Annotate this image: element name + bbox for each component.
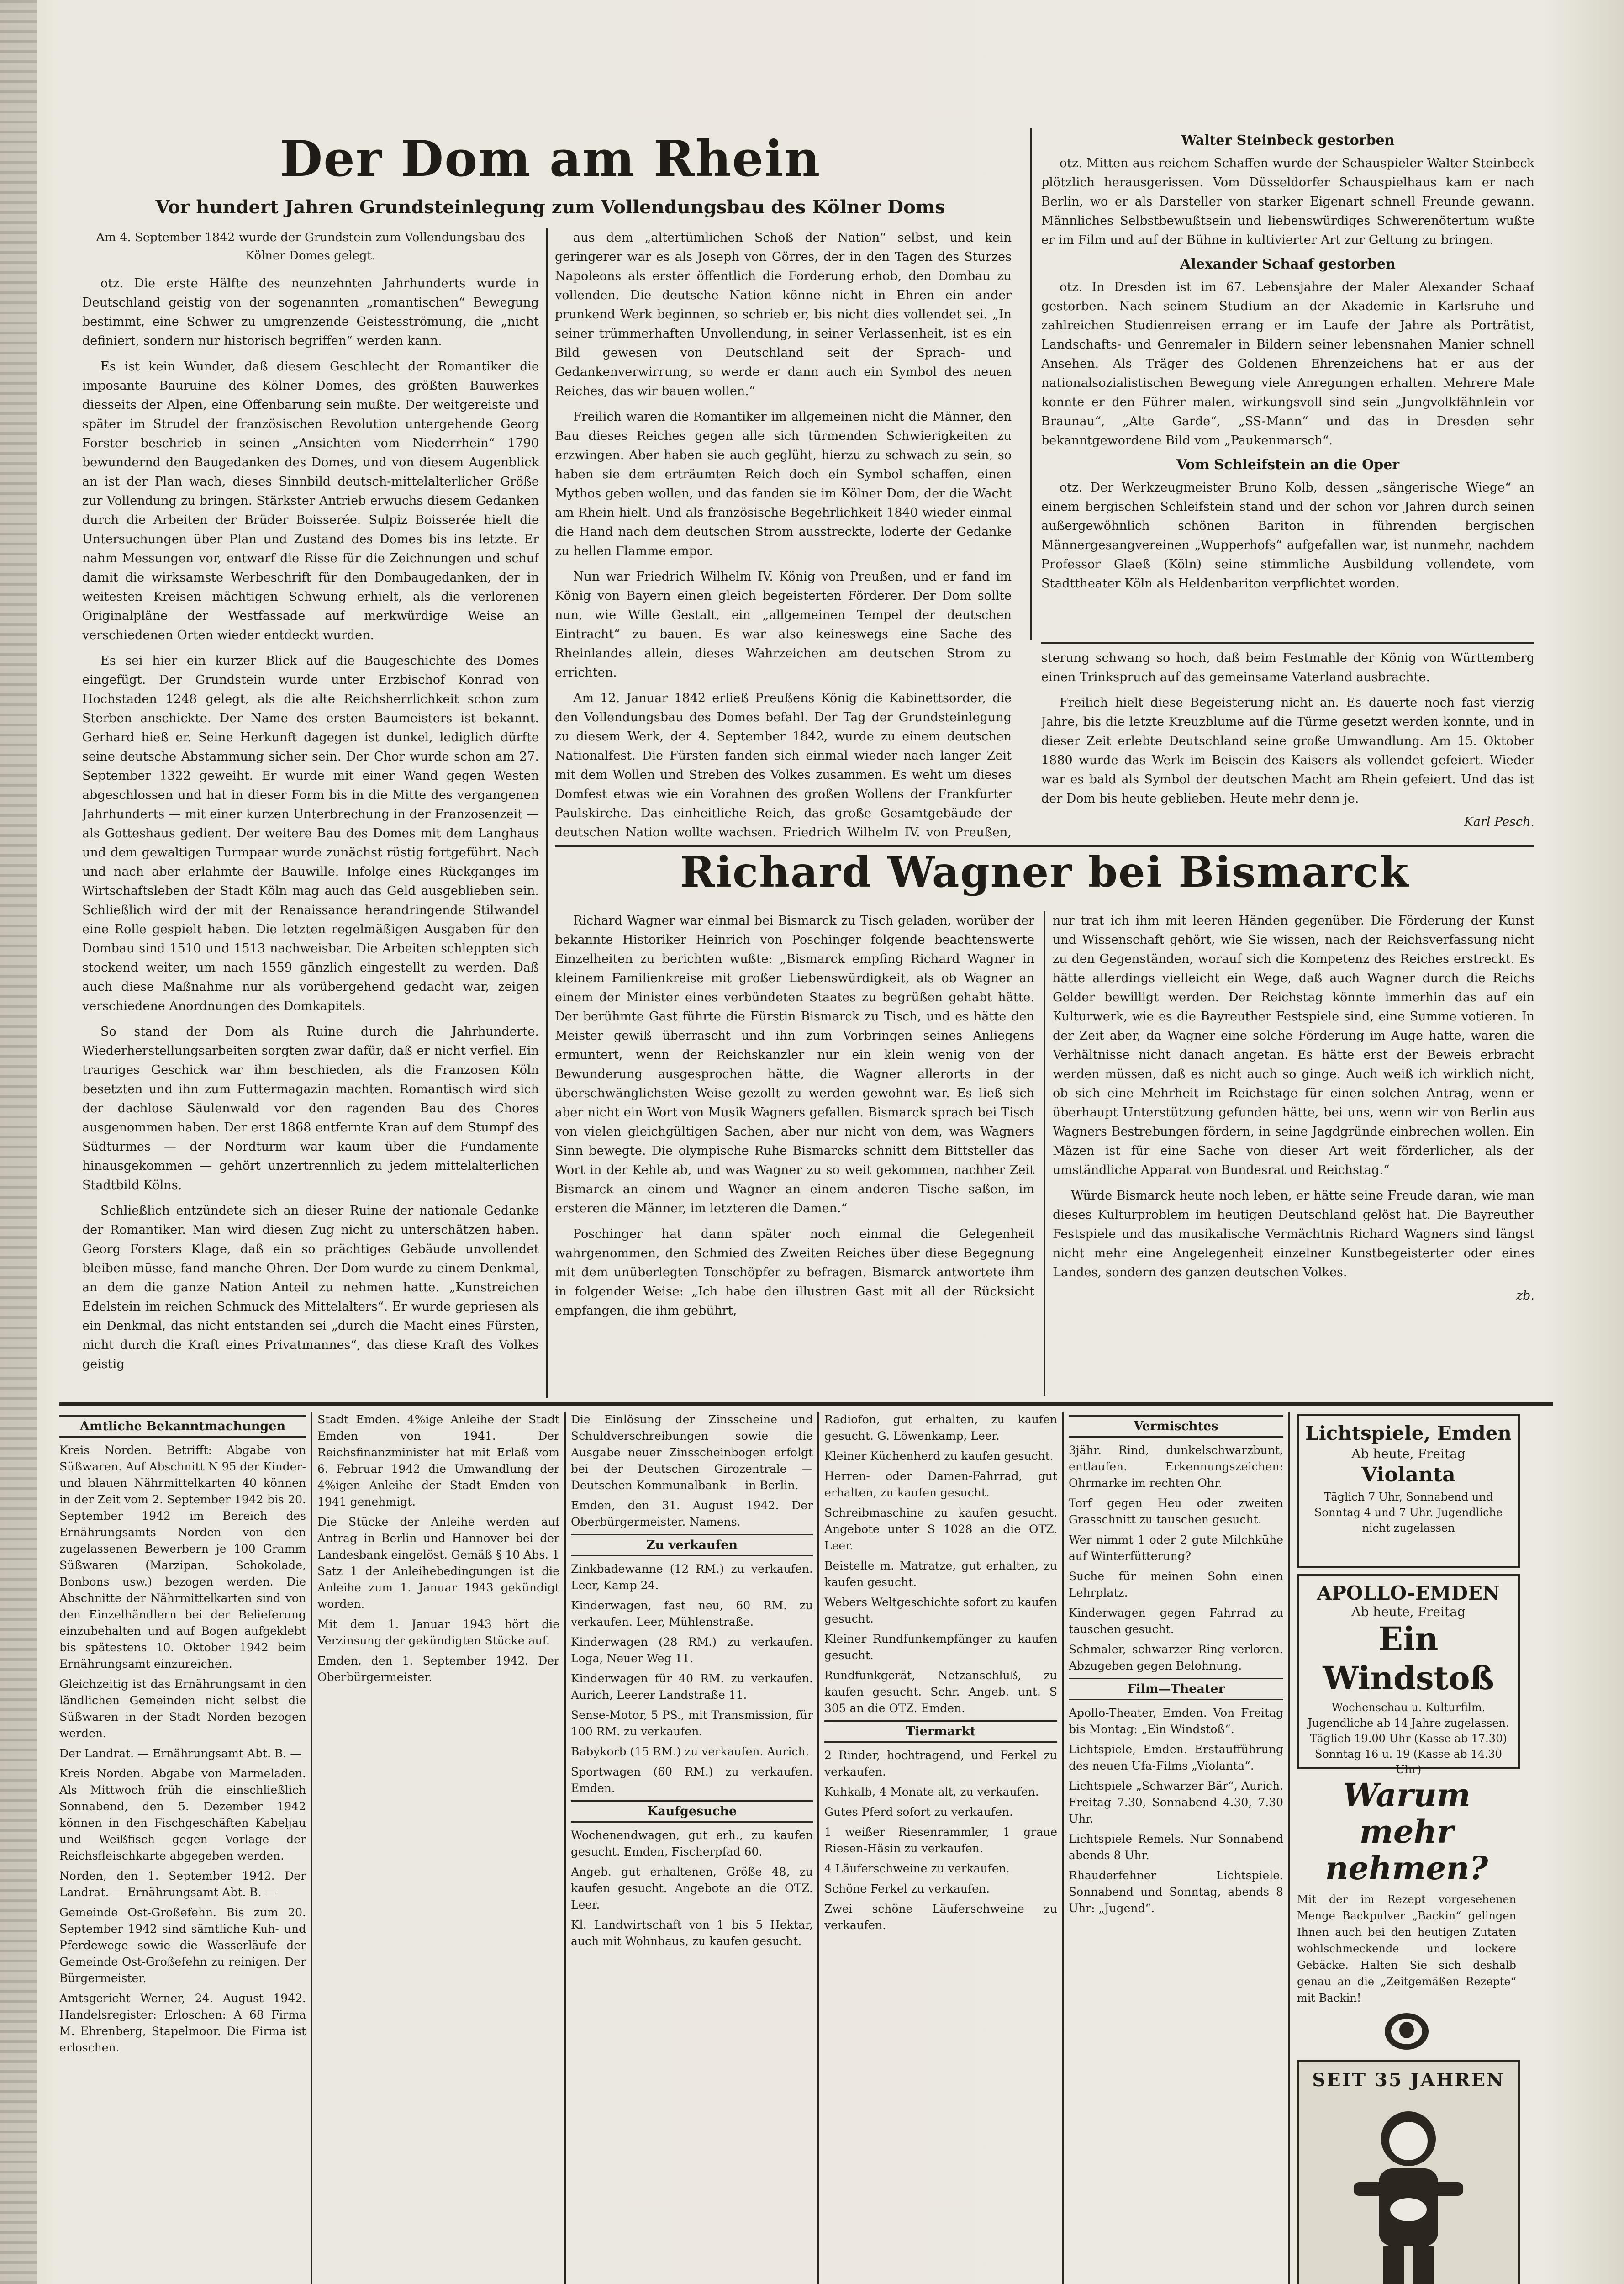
oetker-body: Mit der im Rezept vorgesehenen Menge Backpulver „Backin“ gelingen Ihnen auch bei den heutigen Zutaten wohlschmeckende und lockere Gebäcke. Halten Sie sich deshalb genau an die „Zeitgemäßen Rezepte“ mit Backin! bbox=[1297, 1893, 1516, 2004]
classified-entry: Wer nimmt 1 oder 2 gute Milchkühe auf Winterfütterung? bbox=[1069, 1533, 1283, 1563]
classified-entry: Mit dem 1. Januar 1943 hört die Verzinsung der gekündigten Stücke auf. bbox=[317, 1618, 559, 1647]
ad-film-title: Violanta bbox=[1361, 1463, 1455, 1486]
classified-column-2 bbox=[317, 1412, 559, 2284]
classified-entry: Suche für meinen Sohn einen Lehrplatz. bbox=[1069, 1570, 1283, 1599]
classified-entry: Beistelle m. Matratze, gut erhalten, zu kaufen gesucht. bbox=[824, 1559, 1057, 1589]
classified-entry: Zwei schöne Läuferschweine zu verkaufen. bbox=[824, 1902, 1057, 1932]
dom-headline: Der Dom am Rhein bbox=[279, 130, 821, 188]
schleifstein-headline: Vom Schleifstein an die Oper bbox=[1176, 457, 1400, 473]
dom-cont-paragraph: Freilich hielt diese Begeisterung nicht an. Es dauerte noch fast vierzig Jahre, bis die letzte Kreuzblume auf die Türme gesetzt werden konnte, und in dieser Zeit erlebte Deutschland seine große Umwandlung. Am 15. Oktober 1880 wurde das Werk im Beisein des Kaisers als vollendet gefeiert. Wieder war es bald als Symbol der deutschen Macht am Rhein gefeiert. Und das ist der Dom bis heute geblieben. Heute mehr denn je. bbox=[1041, 696, 1534, 806]
classified-entry: Babykorb (15 RM.) zu verkaufen. Aurich. bbox=[571, 1745, 809, 1758]
classified-entry: Emden, den 31. August 1942. Der Oberbürgermeister. Namens. bbox=[571, 1499, 813, 1528]
classified-entry: Lichtspiele, Emden. Erstaufführung des neuen Ufa-Films „Violanta“. bbox=[1069, 1743, 1283, 1772]
steinbeck-headline: Walter Steinbeck gestorben bbox=[1181, 132, 1395, 148]
classified-entry: Sense-Motor, 5 PS., mit Transmission, für 100 RM. zu verkaufen. bbox=[571, 1708, 813, 1738]
dom-continuation bbox=[1041, 649, 1534, 841]
column-rule bbox=[1288, 1412, 1290, 2284]
classified-entry: Kinderwagen für 40 RM. zu verkaufen. Aurich, Leerer Landstraße 11. bbox=[571, 1672, 813, 1702]
classified-entry: Amtsgericht Werner, 24. August 1942. Handelsregister: Erloschen: A 68 Firma M. Ehrenberg, Stapelmoor. Die Firma ist erloschen. bbox=[59, 1992, 306, 2054]
classified-column-1 bbox=[59, 1412, 306, 2284]
steinbeck-text: otz. Mitten aus reichem Schaffen wurde der Schauspieler Walter Steinbeck plötzlich herausgerissen. Vom Düsseldorfer Schauspielhaus kam er nach Berlin, wo er als Darsteller von starker Eigenart schnell Freunde gewann. Männliches Selbstbewußtsein und liebenswürdiges Schwerenötertum wußte er im Film und auf der Bühne in kultivierter Art zur Geltung zu bringen. bbox=[1041, 156, 1534, 247]
classified-entry: Torf gegen Heu oder zweiten Grasschnitt zu tauschen gesucht. bbox=[1069, 1496, 1283, 1526]
dom-subheadline: Vor hundert Jahren Grundsteinlegung zum Vollendungsbau des Kölner Doms bbox=[155, 196, 945, 218]
wagner-signature: zb. bbox=[1516, 1289, 1534, 1303]
dom-paragraph: Nun war Friedrich Wilhelm IV. König von Preußen, und er fand im König von Bayern einen gleich begeisterten Förderer. Der Dom sollte nun, wie Wille Gestalt, ein „allgemeinen Tempel der deutschen Eintracht“ zu bauen. Es war also keineswegs eine Sache des Rheinlandes allein, dieses Wahrzeichen am deutschen Strom zu errichten. bbox=[555, 570, 1012, 680]
author-signature: Karl Pesch. bbox=[1464, 815, 1534, 829]
ad-apollo-emden bbox=[1297, 1574, 1520, 1776]
wagner-paragraph: Würde Bismarck heute noch leben, er hätte seine Freude daran, wie man dieses Kulturproblem im heutigen Deutschland gelöst hat. Die Bayreuther Festspiele und das musikalische Vermächtnis Richard Wagners sind längst nicht mehr eine Angelegenheit einzelner Kunstbegeisterter oder eines Landes, sondern des ganzen deutschen Volkes. bbox=[1053, 1189, 1534, 1279]
classified-entry: Kreis Norden. Abgabe von Marmeladen. Als Mittwoch früh die einschließlich Sonnabend, den 5. Dezember 1942 können in den Fischgeschäften Kabeljau und Weißfisch gegen Vorlage der Reichsfleischkarte abgegeben werden. bbox=[59, 1767, 306, 1862]
classified-entry: Gutes Pferd sofort zu verkaufen. bbox=[824, 1805, 1013, 1819]
wagner-paragraph: nur trat ich ihm mit leeren Händen gegenüber. Die Förderung der Kunst und Wissenschaft gehört, wie Sie wissen, nach der Reichsverfassung nicht zu den Gegenständen, worauf sich die Kompetenz des Reiches erstreckt. Es hätte allerdings vielleicht ein Wege, daß auch Wagner durch die Reichs Gelder bewilligt werden. Der Reichstag könnte immerhin das auf ein Kulturwerk, wie es die Bayreuther Festspiele sind, eine Summe votieren. In der Zeit aber, da Wagner eine solche Förderung im Auge hatte, waren die Verhältnisse nicht danach angetan. Es hätte erst der Beweis erbracht werden müssen, daß es nicht auch so ginge. Auch weiß ich wirklich nicht, ob sich eine Mehrheit im Reichstage für einen solchen Antrag, wenn er überhaupt Unterstützung gefunden hätte, bei uns, wenn wir von Berlin aus Wagners Bestrebungen fördern, in seine Jagdgründe einbrechen wollen. Ein Mäzen ist für eine Sache von dieser Art weit förderlicher, als der umständliche Apparat von Bundesrat und Reichstag.“ bbox=[1053, 914, 1534, 1177]
column-rule bbox=[564, 1412, 566, 2284]
classified-entry: Die Einlösung der Zinsscheine und Schuldverschreibungen sowie die Ausgabe neuer Zinsscheinbogen erfolgt bei der Deutschen Girozentrale — Deutschen Kommunalbank — in Berlin. bbox=[571, 1413, 813, 1492]
classified-entry: Stadt Emden. 4%ige Anleihe der Stadt Emden von 1941. Der Reichsfinanzminister hat mit Erlaß vom 6. Februar 1942 die Umwandlung der 4%igen Anleihe der Stadt Emden von 1941 genehmigt. bbox=[317, 1413, 559, 1508]
boy-figure-icon bbox=[1340, 2095, 1477, 2284]
classified-entry: Emden, den 1. September 1942. Der Oberbürgermeister. bbox=[317, 1654, 559, 1684]
dom-paragraph: So stand der Dom als Ruine durch die Jahrhunderte. Wiederherstellungsarbeiten sorgten zwar dafür, daß er nicht verfiel. Ein trauriges Geschick war ihm beschieden, als die Franzosen Köln besetzten und ihn zum Futtermagazin machten. Romantisch wird sich der dachlose Säulenwald vor den ragenden Bau des Chores ausgenommen haben. Der erst 1868 entfernte Kran auf dem Stumpf des Südturmes — der Nordturm war kaum über die Fundamente hinausgekommen — gehört unzertrennlich zu jedem mittelalterlichen Stadtbild Kölns. bbox=[82, 1025, 539, 1192]
column-rule bbox=[546, 228, 548, 1398]
oetker-logo-icon bbox=[1381, 2011, 1432, 2051]
classified-entry: Wochenendwagen, gut erh., zu kaufen gesucht. Emden, Fischerpfad 60. bbox=[571, 1829, 813, 1858]
dom-paragraph: Schließlich entzündete sich an dieser Ruine der nationale Gedanke der Romantiker. Man wird diesen Zug nicht zu unterschätzen haben. Georg Forsters Klage, daß ein so prächtiges Gebäude unvollendet bleiben müsse, fand manche Ohren. Der Dom wurde zu einem Denkmal, an dem die ganze Nation Anteil zu nehmen hatte. „Kunstreichen Edelstein im reichen Schmuck des Mittelalters“. Er wurde gepriesen als ein Denkmal, das nicht entstanden sei „durch die Macht eines Fürsten, nicht durch die Kraft eines Privatmannes“, das diese Kraft des Volkes geistig bbox=[82, 1204, 539, 1371]
dom-column-1 bbox=[82, 274, 539, 1393]
wagner-headline: Richard Wagner bei Bismarck bbox=[680, 847, 1410, 897]
ad-title: APOLLO-EMDEN bbox=[1317, 1582, 1500, 1604]
classified-entry: Schreibmaschine zu kaufen gesucht. Angebote unter S 1028 an die OTZ. Leer. bbox=[824, 1506, 1057, 1552]
classified-entry: 2 Rinder, hochtragend, und Ferkel zu verkaufen. bbox=[824, 1749, 1057, 1778]
ad-film-title: Ein Windstoß bbox=[1323, 1620, 1494, 1697]
classified-entry: Schmaler, schwarzer Ring verloren. Abzugeben gegen Belohnung. bbox=[1069, 1643, 1283, 1672]
ad-times: Wochenschau u. Kulturfilm. Jugendliche ab 14 Jahre zugelassen. Täglich 19.00 Uhr (Kasse ab 17.30) Sonntag 16 u. 19 (Kasse ab 14.30 Uhr) bbox=[1308, 1701, 1509, 1776]
oetker-headline-2: mehr nehmen? bbox=[1325, 1813, 1488, 1887]
classified-column-4 bbox=[824, 1412, 1057, 2284]
schaaf-text: otz. In Dresden ist im 67. Lebensjahre der Maler Alexander Schaaf gestorben. Nach seinem Studium an der Akademie in Karlsruhe und zahlreichen Studienreisen errang er im Laufe der Jahre als Porträtist, Landschafts- und Genremaler in Bildern seiner lebensnahen Manier schnell Ansehen. Als Träger des Goldenen Ehrenzeichens hat er aus der nationalsozialistischen Bewegung viele Anregungen erhalten. Mehrere Male konnte er den Führer malen, wirkungsvoll sind sein „Jungvolkfähnlein vor Braunau“, „Alte Garde“, „SS-Mann“ und das in Dresden sehr bekanntgewordene Bild vom „Paukenmarsch“. bbox=[1041, 280, 1534, 448]
column-rule bbox=[1030, 128, 1032, 640]
wagner-column-1 bbox=[555, 911, 1034, 1396]
section-rule bbox=[1041, 642, 1534, 644]
classified-entry: 3jähr. Rind, dunkelschwarzbunt, entlaufen. Erkennungszeichen: Ohrmarke im rechten Ohr. bbox=[1069, 1443, 1283, 1490]
classified-entry: Rundfunkgerät, Netzanschluß, zu kaufen gesucht. Schr. Angeb. unt. S 305 an die OTZ. Emden. bbox=[824, 1669, 1057, 1715]
classifieds-rule bbox=[59, 1402, 1553, 1406]
classified-entry: 4 Läuferschweine zu verkaufen. bbox=[824, 1862, 1010, 1875]
classified-column-5 bbox=[1069, 1412, 1283, 2284]
adjacent-page-edge bbox=[0, 0, 37, 2284]
wagner-paragraph: Richard Wagner war einmal bei Bismarck zu Tisch geladen, worüber der bekannte Historiker Heinrich von Poschinger folgende beachtenswerte Einzelheiten zu berichten wußte: „Bismarck empfing Richard Wagner in kleinem Familienkreise mit großer Liebenswürdigkeit, als ob Wagner an einem der Minister eines verbündeten Staates zu begrüßen gehabt hätte. Der berühmte Gast führte die Fürstin Bismarck zu Tisch, und es hätte den Meister gewiß überrascht und ihn zum Vorbringen seines Anliegens ermuntert, wenn der Reichskanzler nur ein klein wenig von der Bewunderung ausgesprochen hätte, die Wagner allerorts in der überschwänglichsten Weise gezollt zu werden gewohnt war. Es ließ sich aber nicht ein Wort von Musik Wagners gefallen. Bismarck sprach bei Tisch von vielen gleichgültigen Sachen, aber nur nicht von dem, was Wagners Sinn bewegte. Die olympische Ruhe Bismarcks schnitt dem Bittsteller das Wort in der Kehle ab, und was Wagner zu so weit gekommen, nachher Zeit Bismarck an einem und Wagner an einem anderen Tische saßen, im ersteren die Männer, im letzteren die Damen.“ bbox=[555, 914, 1034, 1216]
animal-market-header: Tiermarkt bbox=[824, 1720, 1057, 1743]
ad-subtitle: Ab heute, Freitag bbox=[1351, 1446, 1466, 1461]
column-rule bbox=[1044, 911, 1045, 1396]
classified-entry: Lichtspiele Remels. Nur Sonnabend abends 8 Uhr. bbox=[1069, 1832, 1283, 1862]
classified-entry: Kinderwagen gegen Fahrrad zu tauschen gesucht. bbox=[1069, 1606, 1283, 1636]
dom-paragraph: Freilich waren die Romantiker im allgemeinen nicht die Männer, den Bau dieses Reiches gegen alle sich türmenden Schwierigkeiten zu erzwingen. Aber haben sie auch geglüht, hierzu zu schwach zu sein, so haben sie dem erträumten Reich doch ein Symbol schaffen, einen Mythos geben wollen, und das fanden sie im Kölner Dom, der die Wacht am Rhein hielt. Und als französische Begehrlichkeit 1840 wieder einmal die Hand nach dem deutschen Strom ausstreckte, loderte der Gedanke zu hellen Flamme empor. bbox=[555, 410, 1012, 558]
classified-entry: Norden, den 1. September 1942. Der Landrat. — Ernährungsamt Abt. B. — bbox=[59, 1869, 306, 1899]
dom-cont-paragraph: sterung schwang so hoch, daß beim Festmahle der König von Württemberg einen Trinkspruch auf das gemeinsame Vaterland ausbrachte. bbox=[1041, 651, 1534, 684]
wagner-column-2 bbox=[1053, 911, 1534, 1396]
classified-entry: Die Stücke der Anleihe werden auf Antrag in Berlin und Hannover bei der Landesbank eingelöst. Gemäß § 10 Abs. 1 Satz 1 der Anleihebedingungen ist die Anleihe zum 1. Januar 1943 gekündigt worden. bbox=[317, 1515, 559, 1611]
classified-entry: Kuhkalb, 4 Monate alt, zu verkaufen. bbox=[824, 1785, 1039, 1798]
wagner-paragraph: Poschinger hat dann später noch einmal die Gelegenheit wahrgenommen, den Schmied des Zweiten Reiches über diese Begegnung mit dem unüberlegten Tonschöpfer zu befragen. Bismarck antwortete ihm in folgender Weise: „Ich habe den illustren Gast mit all der Rücksicht empfangen, die ihm gebührt, bbox=[555, 1227, 1034, 1318]
official-notices-header: Amtliche Bekanntmachungen bbox=[59, 1415, 306, 1438]
ad-oetker bbox=[1297, 1777, 1516, 2051]
column-rule bbox=[817, 1412, 819, 2284]
classified-entry: Lichtspiele „Schwarzer Bär“, Aurich. Freitag 7.30, Sonnabend 4.30, 7.30 Uhr. bbox=[1069, 1779, 1283, 1825]
miscellaneous-header: Vermischtes bbox=[1069, 1415, 1283, 1438]
column-rule bbox=[311, 1412, 312, 2284]
classified-entry: Radiofon, gut erhalten, zu kaufen gesucht. G. Löwenkamp, Leer. bbox=[824, 1413, 1057, 1443]
dom-paragraph: otz. Die erste Hälfte des neunzehnten Jahrhunderts wurde in Deutschland geistig von der sogenannten „romantischen“ Bewegung bestimmt, eine Schwer zu umgrenzende Geistesströmung, die „nicht definiert, sondern nur historisch begriffen“ werden kann. bbox=[82, 276, 539, 348]
classified-entry: Kreis Norden. Betrifft: Abgabe von Süßwaren. Auf Abschnitt N 95 der Kinder- und blauen Nährmittelkarten 40 können in der Zeit vom 2. September 1942 bis 20. September 1942 im Bereich des Ernährungsamts Norden von den zugelassenen Bewerbern je 100 Gramm Süßwaren (Marzipan, Schokolade, Bonbons usw.) bezogen werden. Die Abschnitte der Nährmittelkarten sind von den Einzelhändlern bei der Belieferung einzubehalten und auf Bogen aufgeklebt bis spätestens 10. Oktober 1942 beim Ernährungsamt einzureichen. bbox=[59, 1443, 306, 1671]
darmol-top: SEIT 35 JAHREN bbox=[1312, 2069, 1505, 2091]
classified-entry: Kinderwagen, fast neu, 60 RM. zu verkaufen. Leer, Mühlenstraße. bbox=[571, 1599, 813, 1628]
film-theater-header: Film—Theater bbox=[1069, 1678, 1283, 1700]
dom-paragraph: Es ist kein Wunder, daß diesem Geschlecht der Romantiker die imposante Bauruine des Kölner Domes, des größten Bauwerkes diesseits der Alpen, eine Offenbarung sein mußte. Der weitgereiste und später im Strudel der französischen Revolution untergehende Georg Forster beschrieb in seinen „Ansichten vom Niederrhein“ 1790 bewundernd den Baugedanken des Domes, und von diesem Augenblick an ist der Plan wach, dieses Sinnbild deutsch-mittelalterlicher Größe zur Vollendung zu bringen. Stärkster Antrieb erwuchs diesem Gedanken durch die Arbeiten der Brüder Boisserée. Sulpiz Boisserée hielt die Untersuchungen über Plan und Zustand des Domes bis ins letzte. Er nahm Messungen vor, entwarf die Risse für die Zeichnungen und schuf damit die wirksamste Werbeschrift für den Dombaugedanken, der in weitesten Kreisen mächtigen Schwung erhielt, als die verlorenen Originalpläne der Westfassade auf merkwürdige Weise an verschiedenen Orten wieder entdeckt wurden. bbox=[82, 360, 539, 642]
ad-title: Lichtspiele, Emden bbox=[1305, 1422, 1512, 1444]
ad-subtitle: Ab heute, Freitag bbox=[1351, 1604, 1466, 1619]
classified-entry: Angeb. gut erhaltenen, Größe 48, zu kaufen gesucht. Angebote an die OTZ. Leer. bbox=[571, 1865, 813, 1911]
dom-paragraph: aus dem „altertümlichen Schoß der Nation“ selbst, und kein geringerer war es als Joseph von Görres, der in den Tagen des Sturzes Napoleons als erster öffentlich die Forderung erhob, den Dombau zu vollenden. Die deutsche Nation könne nicht in Ehren ein ander prunkend Werk beginnen, so schrieb er, bis nicht dies vollendet sei. „In seiner trümmerhaften Unvollendung, in seiner Verlassenheit, ist es ein Bild gewesen von Deutschland seit der Sprach- und Gedankenverwirrung, so werde er dann auch ein Symbol des neuen Reiches, das wir bauen wollen.“ bbox=[555, 231, 1012, 398]
classified-entry: Kleiner Küchenherd zu kaufen gesucht. bbox=[824, 1449, 1054, 1463]
right-column-news bbox=[1041, 128, 1534, 640]
classified-entry: Zinkbadewanne (12 RM.) zu verkaufen. Leer, Kamp 24. bbox=[571, 1562, 813, 1592]
classified-entry: Gleichzeitig ist das Ernährungsamt in den ländlichen Gemeinden nicht selbst die Süßwaren in der Stadt Norden bezogen werden. bbox=[59, 1677, 306, 1740]
dom-paragraph: Es sei hier ein kurzer Blick auf die Baugeschichte des Domes eingefügt. Der Grundstein wurde unter Erzbischof Konrad von Hochstaden 1248 gelegt, als die alte Reichsherrlichkeit schon zum Sterben anschickte. Der Name des ersten Baumeisters ist bekannt. Gerhard hieß er. Seine Herkunft dagegen ist dunkel, lediglich dürfte seine deutsche Abstammung sicher sein. Der Chor wurde schon am 27. September 1322 geweiht. Er wurde mit einer Wand gegen Westen abgeschlossen und hat in dieser Form bis in die Mitte des vergangenen Jahrhunderts — mit einer kurzen Unterbrechung in der Franzosenzeit — als Gotteshaus gedient. Der weitere Bau des Domes mit dem Langhaus und dem gewaltigen Turmpaar wurde zunächst rüstig fortgeführt. Nach und nach aber erlahmte der Bauwille. Infolge eines Rückganges im Wirtschaftsleben der Stadt Köln mag auch das Geld ausgeblieben sein. Schließlich wird der mit der Renaissance herandringende Stilwandel eine Rolle gespielt haben. Die letzten regelmäßigen Ausgaben für den Dombau sind 1510 und 1513 nachweisbar. Die Arbeiten schleppten sich stockend weiter, um nach 1559 gänzlich eingestellt zu werden. Daß auch diese Maßnahme nur als vorübergehend gedacht war, zeigen verschiedene Anordnungen des Domkapitels. bbox=[82, 654, 539, 1013]
ad-darmol bbox=[1297, 2060, 1520, 2284]
oetker-headline-1: Warum bbox=[1343, 1777, 1471, 1814]
wanted-header: Kaufgesuche bbox=[571, 1800, 813, 1823]
classified-column-3 bbox=[571, 1412, 813, 2284]
classified-entry: Kleiner Rundfunkempfänger zu kaufen gesucht. bbox=[824, 1632, 1057, 1662]
schleifstein-text: otz. Der Werkzeugmeister Bruno Kolb, dessen „sängerische Wiege“ an einem bergischen Schleifstein stand und der schon vor Jahren durch seinen außergewöhnlich schönen Bariton in führenden bergischen Männergesangvereinen „Wupperhofs“ aufgefallen war, ist nunmehr, nachdem Professor Glaeß (Köln) seine stimmliche Ausbildung vollendete, vom Stadttheater Köln als Heldenbariton verpflichtet worden. bbox=[1041, 481, 1534, 591]
ad-lichtspiele-emden bbox=[1297, 1414, 1520, 1568]
dom-column-2 bbox=[555, 228, 1012, 841]
classified-entry: Kinderwagen (28 RM.) zu verkaufen. Loga, Neuer Weg 11. bbox=[571, 1635, 813, 1665]
classified-entry: Kl. Landwirtschaft von 1 bis 5 Hektar, auch mit Wohnhaus, zu kaufen gesucht. bbox=[571, 1918, 813, 1948]
classified-entry: Schöne Ferkel zu verkaufen. bbox=[824, 1882, 990, 1895]
classified-entry: Sportwagen (60 RM.) zu verkaufen. Emden. bbox=[571, 1765, 813, 1795]
classified-entry: Webers Weltgeschichte sofort zu kaufen gesucht. bbox=[824, 1596, 1057, 1625]
classified-entry: Der Landrat. — Ernährungsamt Abt. B. — bbox=[59, 1747, 302, 1760]
dom-paragraph: Am 12. Januar 1842 erließ Preußens König die Kabinettsorder, die den Vollendungsbau des Domes befahl. Der Tag der Grundsteinlegung zu diesem Werk, der 4. September 1842, wurde zu einem deutschen Nationalfest. Die Fürsten fanden sich einmal wieder nach langer Zeit mit dem Wollen und Streben des Volkes zusammen. Es weht um dieses Domfest etwas wie ein Vorahnen des großen Wollens der Frankfurter Paulskirche. Das einheitliche Reich, das große Gesamtgebäude der deutschen Nation wollte wachsen. Friedrich Wilhelm IV. von Preußen, bbox=[555, 691, 1012, 840]
classified-entry: Apollo-Theater, Emden. Von Freitag bis Montag: „Ein Windstoß“. bbox=[1069, 1706, 1283, 1736]
schaaf-headline: Alexander Schaaf gestorben bbox=[1180, 256, 1396, 272]
dom-intro: Am 4. September 1842 wurde der Grundstein zum Vollendungsbau des Kölner Domes gelegt. bbox=[96, 231, 525, 263]
classified-entry: Rhauderfehner Lichtspiele. Sonnabend und Sonntag, abends 8 Uhr: „Jugend“. bbox=[1069, 1869, 1283, 1915]
ad-times: Täglich 7 Uhr, Sonnabend und Sonntag 4 und 7 Uhr. Jugendliche nicht zugelassen bbox=[1314, 1491, 1503, 1534]
column-rule bbox=[1062, 1412, 1064, 2284]
classified-entry: Gemeinde Ost-Großefehn. Bis zum 20. September 1942 sind sämtliche Kuh- und Pferdewege sowie die Wasserläufe der Gemeinde Ost-Großefehn zu reinigen. Der Bürgermeister. bbox=[59, 1906, 306, 1985]
for-sale-header: Zu verkaufen bbox=[571, 1534, 813, 1556]
classified-entry: 1 weißer Riesenrammler, 1 graue Riesen-Häsin zu verkaufen. bbox=[824, 1825, 1057, 1855]
classified-entry: Herren- oder Damen-Fahrrad, gut erhalten, zu kaufen gesucht. bbox=[824, 1470, 1057, 1499]
